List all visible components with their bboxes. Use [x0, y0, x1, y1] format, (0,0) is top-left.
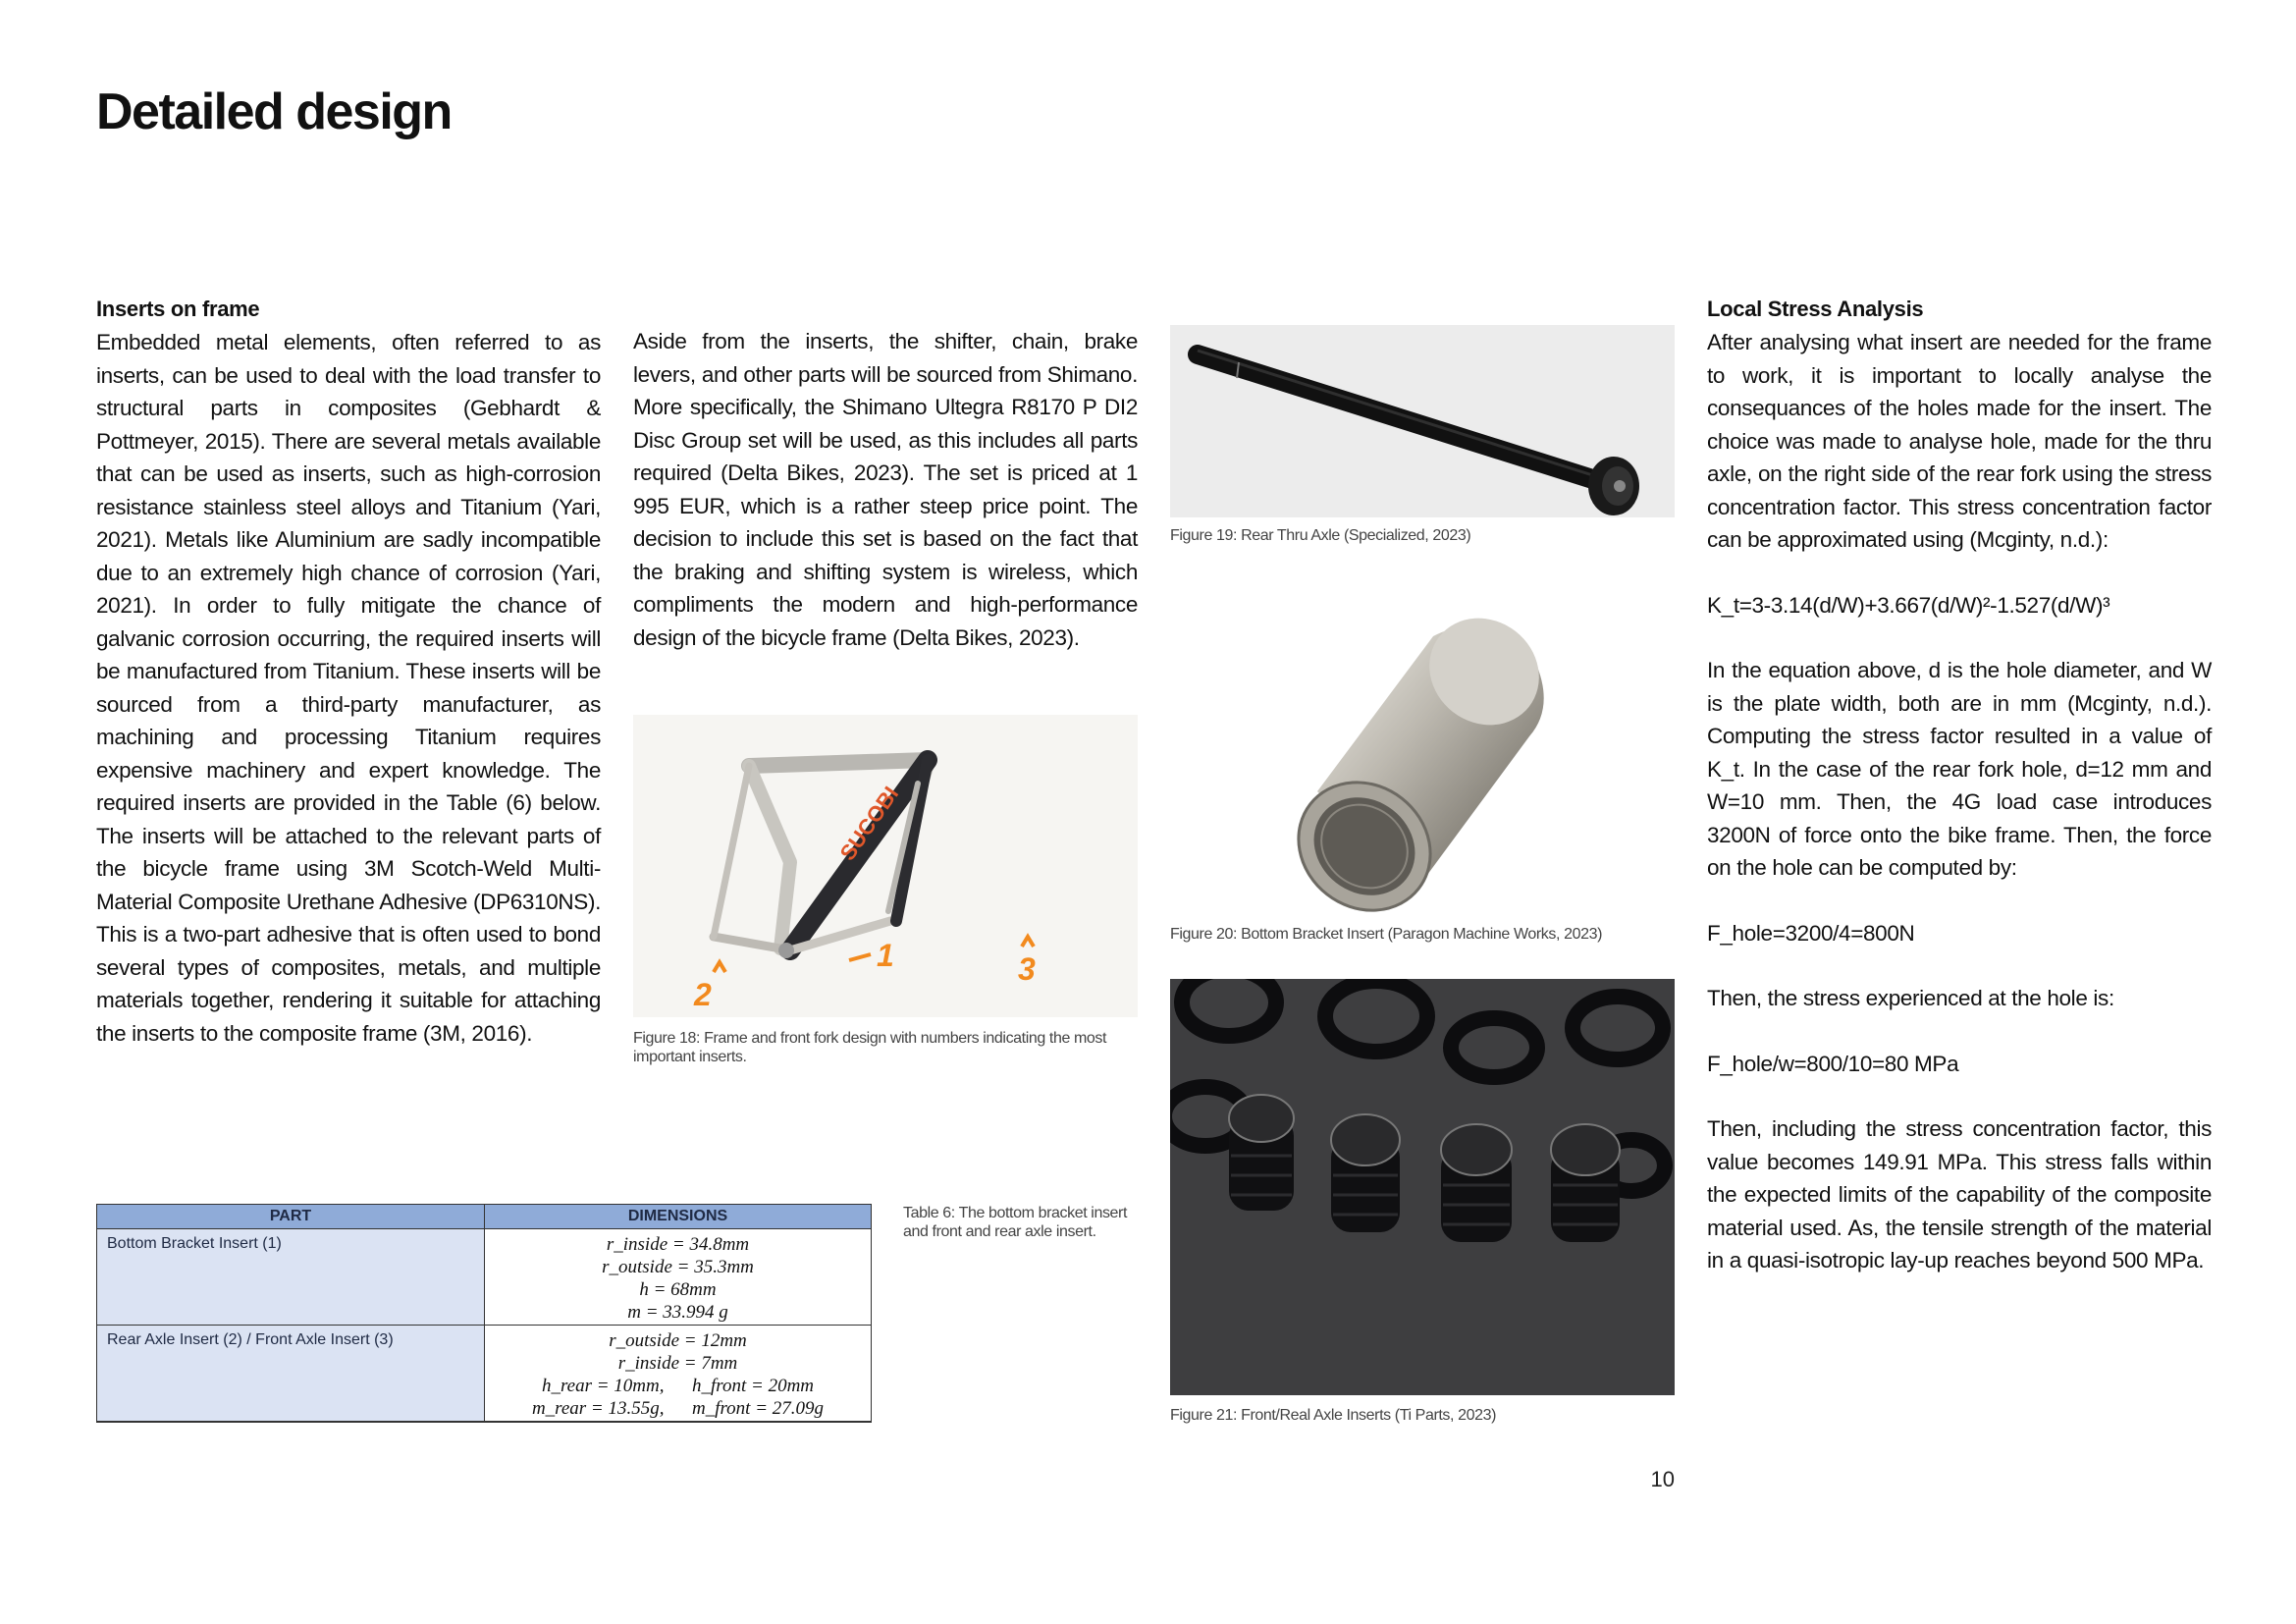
table-6-caption: Table 6: The bottom bracket insert and front and rear axle insert. — [903, 1205, 1128, 1240]
frame-brand-text: SUCOBI — [834, 782, 904, 865]
page-title: Detailed design — [96, 83, 452, 140]
dimension-line: r_outside = 12mm — [609, 1330, 747, 1351]
insert-label-3: 3 — [1018, 951, 1036, 987]
formula-f-hole: F_hole=3200/4=800N — [1707, 920, 1915, 946]
bicycle-frame-illustration — [633, 715, 1138, 1017]
table-cell-part: Bottom Bracket Insert (1) — [97, 1229, 485, 1326]
figure-21-axle-inserts-image — [1170, 979, 1675, 1395]
dimensions-table-container — [96, 1204, 872, 1423]
table-row — [97, 1326, 872, 1423]
section-heading-stress: Local Stress Analysis — [1707, 297, 1924, 321]
axle-inserts-illustration — [1170, 979, 1675, 1395]
stress-paragraph-4: Then, including the stress concentration factor, this value becomes 149.91 MPa. This stress falls within the expected limits of the capability of the composite material used. As, the tensile strength of the material in a quasi-isotropic lay-up reaches beyond 500 MPa. — [1707, 1116, 2212, 1272]
figure-20-caption: Figure 20: Bottom Bracket Insert (Paragon Machine Works, 2023) — [1170, 926, 1603, 943]
figure-20-bottom-bracket-image — [1170, 599, 1675, 913]
bottom-bracket-insert-illustration — [1170, 599, 1675, 913]
dimension-line: r_outside = 35.3mm — [602, 1257, 754, 1277]
table-header-dimensions: DIMENSIONS — [485, 1205, 872, 1229]
table-cell-dimensions — [485, 1326, 872, 1423]
table-row — [97, 1229, 872, 1326]
column-local-stress-analysis — [1707, 293, 2212, 1277]
figure-19-thru-axle-image — [1170, 325, 1675, 517]
thru-axle-illustration — [1170, 325, 1675, 517]
section-heading-inserts: Inserts on frame — [96, 297, 260, 321]
table-cell-dimensions — [485, 1229, 872, 1326]
dimension-line: r_inside = 7mm — [617, 1353, 738, 1374]
dimension-line: h_rear = 10mm, h_front = 20mm — [541, 1376, 815, 1396]
insert-label-2: 2 — [694, 977, 712, 1012]
dimension-line: h = 68mm — [639, 1279, 717, 1300]
stress-paragraph-3: Then, the stress experienced at the hole is: — [1707, 986, 2114, 1010]
body-paragraph-shimano: Aside from the inserts, the shifter, chain, brake levers, and other parts will be sourced from Shimano. More specifically, the Shimano Ultegra R8170 P DI2 Disc Group set will be used, as this includes all parts required (Delta Bikes, 2023). The set is priced at 1 995 EUR, which is a rather steep price point. The decision to include this set is based on the fact that the braking and shifting system is wireless, which compliments the modern and high-performance design of the bicycle frame (Delta Bikes, 2023). — [633, 329, 1138, 650]
insert-label-1: 1 — [877, 938, 894, 973]
figure-21-caption: Figure 21: Front/Real Axle Inserts (Ti Parts, 2023) — [1170, 1407, 1497, 1424]
table-cell-part: Rear Axle Insert (2) / Front Axle Insert (3) — [97, 1326, 485, 1423]
body-text-stress — [1707, 326, 2212, 1277]
formula-stress-hole: F_hole/w=800/10=80 MPa — [1707, 1051, 1959, 1076]
stress-paragraph-1: After analysing what insert are needed for the frame to work, it is important to locally analyse the consequances of the holes made for the insert. The choice was made to analyse hole, made for the thru axle, on the right side of the rear fork using the stress concentration factor. This stress concentration factor can be approximated using (Mcginty, n.d.): — [1707, 330, 2212, 552]
table-header-part: PART — [97, 1205, 485, 1229]
column-inserts-on-frame — [96, 293, 601, 1050]
figure-18-frame-image — [633, 715, 1138, 1017]
stress-paragraph-2: In the equation above, d is the hole diameter, and W is the plate width, both are in mm (Mcginty, n.d.). Computing the stress factor resulted in a value of K_t. In the case of the rear fork hole, d=12 mm and W=10 mm. Then, the 4G load case introduces 3200N of force onto the bike frame. Then, the force on the hole can be computed by: — [1707, 658, 2212, 880]
dimension-line: r_inside = 34.8mm — [606, 1234, 750, 1255]
dimension-line: m = 33.994 g — [627, 1302, 728, 1323]
dimension-line: m_rear = 13.55g, m_front = 27.09g — [531, 1398, 825, 1419]
page-number: 10 — [1650, 1467, 1675, 1491]
formula-kt: K_t=3-3.14(d/W)+3.667(d/W)²-1.527(d/W)³ — [1707, 592, 2110, 618]
figure-19-caption: Figure 19: Rear Thru Axle (Specialized, 2023) — [1170, 527, 1471, 544]
figure-18-caption: Figure 18: Frame and front fork design with numbers indicating the most important inserts. — [633, 1030, 1107, 1065]
column-shimano — [633, 325, 1138, 654]
dimensions-table — [96, 1204, 872, 1423]
body-paragraph-inserts: Embedded metal elements, often referred to as inserts, can be used to deal with the load transfer to structural parts in composites (Gebhardt & Pottmeyer, 2015). There are several metals available that can be used as inserts, such as high-corrosion resistance stainless steel alloys and Titanium (Yari, 2021). Metals like Aluminium are sadly incompatible due to an extremely high chance of corrosion (Yari, 2021). In order to fully mitigate the chance of galvanic corrosion occurring, the required inserts will be manufactured from Titanium. These inserts will be sourced from a third-party manufacturer, as machining and processing Titanium requires expensive machinery and expert knowledge. The required inserts are provided in the Table (6) below. The inserts will be attached to the relevant parts of the bicycle frame using 3M Scotch-Weld Multi-Material Composite Urethane Adhesive (DP6310NS). This is a two-part adhesive that is often used to bond several types of composites, metals, and multiple materials together, rendering it suitable for attaching the inserts to the composite frame (3M, 2016). — [96, 330, 601, 1046]
